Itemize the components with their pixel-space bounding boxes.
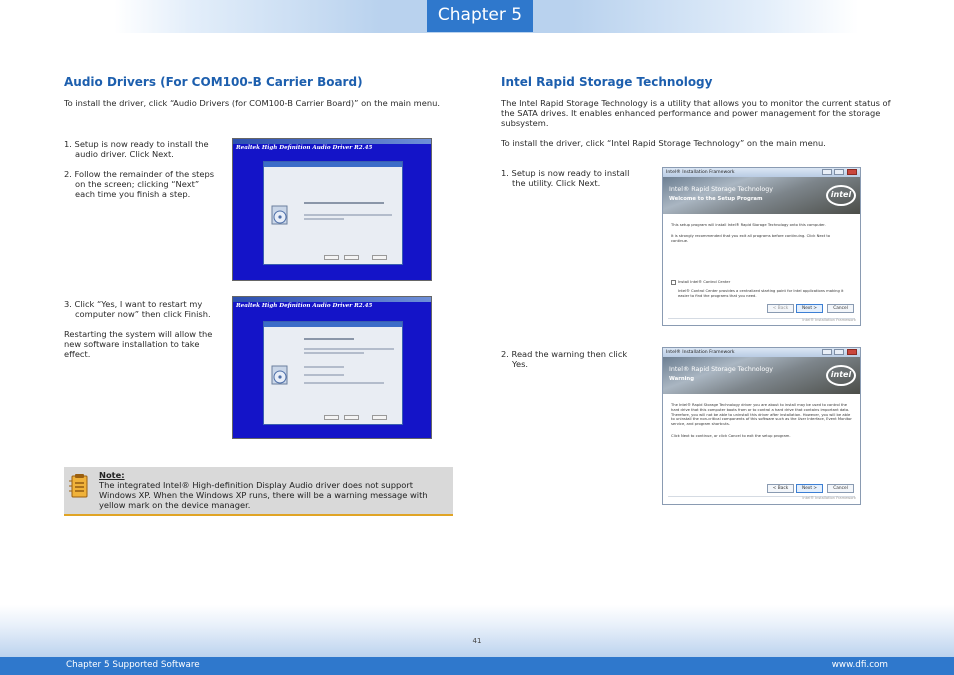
- close-icon[interactable]: [847, 169, 857, 175]
- audio-intro: To install the driver, click “Audio Drivers (for COM100-B Carrier Board)” on the main menu.: [64, 98, 441, 108]
- cancel-button[interactable]: [372, 255, 387, 260]
- irst-step-2: [501, 349, 636, 369]
- footer-gradient: [0, 605, 954, 657]
- intel-window-titlebar: [663, 348, 860, 357]
- realtek-dialog: [263, 161, 403, 265]
- intel-window-title: Intel® Installation Framework: [666, 170, 735, 175]
- notepad-icon: [68, 473, 90, 499]
- chapter-tab: Chapter 5: [427, 0, 533, 32]
- page-number: 41: [472, 637, 482, 645]
- cancel-button[interactable]: Cancel: [827, 304, 854, 313]
- realtek-dialog: [263, 321, 403, 425]
- checkbox-label: Install Intel® Control Center: [678, 280, 731, 284]
- audio-step-3: [64, 299, 214, 319]
- realtek-setup-screenshot-1: [232, 138, 432, 281]
- note-body: The integrated Intel® High-definition Display Audio driver does not support Windows XP. When the Windows XP runs, there will be a warning message with yellow mark on the device manager.: [99, 480, 428, 511]
- intel-text-2: It is strongly recommended that you exit all programs before continuing. Click Next to continue.: [671, 234, 831, 243]
- checkbox-description: Intel® Control Center provides a centralized starting point for Intel applications making it easier to find the programs that you need.: [678, 289, 844, 298]
- cancel-button[interactable]: [372, 415, 387, 420]
- audio-step-2-text: 2. Follow the remainder of the steps on the screen; clicking “Next” each time you finish a step.: [64, 169, 215, 200]
- minimize-icon[interactable]: [822, 349, 832, 355]
- footer-website[interactable]: www.dfi.com: [831, 660, 888, 670]
- back-button[interactable]: [324, 255, 339, 260]
- intel-subtitle: Warning: [669, 376, 694, 382]
- realtek-title: Realtek High Definition Audio Driver R2.45: [236, 303, 373, 309]
- maximize-icon[interactable]: [834, 349, 844, 355]
- audio-step-2: [64, 169, 219, 200]
- next-button[interactable]: Next >: [796, 304, 823, 313]
- intel-banner: [663, 357, 860, 394]
- intel-subtitle: Welcome to the Setup Program: [669, 196, 763, 202]
- finish-button[interactable]: [344, 415, 359, 420]
- audio-step-1: [64, 139, 219, 159]
- realtek-title: Realtek High Definition Audio Driver R2.45: [236, 145, 373, 151]
- irst-step-1: [501, 168, 636, 188]
- intel-product-name: Intel® Rapid Storage Technology: [669, 186, 773, 193]
- audio-step-3-text: 3. Click “Yes, I want to restart my computer now” then click Finish.: [64, 299, 211, 320]
- back-button[interactable]: < Back: [767, 304, 794, 313]
- realtek-setup-screenshot-2: [232, 296, 432, 439]
- restart-note: Restarting the system will allow the new software installation to take effect.: [64, 329, 213, 360]
- intel-text-1: This setup program will install Intel® Rapid Storage Technology onto this computer.: [671, 223, 826, 227]
- irst-step-1-text: 1. Setup is now ready to install the utility. Click Next.: [501, 168, 630, 189]
- footer-bar: [0, 657, 954, 675]
- irst-step-2-text: 2. Read the warning then click Yes.: [501, 349, 628, 370]
- intel-logo: intel: [826, 185, 856, 206]
- audio-drivers-heading: Audio Drivers (For COM100-B Carrier Board): [64, 75, 363, 89]
- maximize-icon[interactable]: [834, 169, 844, 175]
- note-heading: Note:: [99, 470, 125, 480]
- irst-instruction: To install the driver, click “Intel Rapid Storage Technology” on the main menu.: [501, 138, 826, 148]
- warning-text: The Intel® Rapid Storage Technology driver you are about to install may be used to control the hard drive that this computer boots from or to control a hard drive that contains important data. Therefore, you will not be able to uninstall this driver after installation. However, you will be able to uninstall the non-critical components of this software such as the User Interface, Event Monitor service, and program shortcuts.: [671, 403, 852, 427]
- back-button[interactable]: [324, 415, 339, 420]
- intel-footer: Intel® Installation Framework: [802, 318, 856, 322]
- intel-banner: [663, 177, 860, 214]
- note-box: [64, 467, 453, 516]
- next-button[interactable]: [344, 255, 359, 260]
- footer-chapter-title: Chapter 5 Supported Software: [66, 660, 200, 670]
- intel-window-titlebar: [663, 168, 860, 177]
- cancel-button[interactable]: Cancel: [827, 484, 854, 493]
- irst-intro: The Intel Rapid Storage Technology is a utility that allows you to monitor the current status of the SATA drives. It enables enhanced performance and power management for the storage subsystem.: [501, 98, 891, 129]
- irst-heading: Intel Rapid Storage Technology: [501, 75, 713, 89]
- back-button[interactable]: < Back: [767, 484, 794, 493]
- intel-logo: intel: [826, 365, 856, 386]
- next-button[interactable]: Next >: [796, 484, 823, 493]
- intel-setup-screenshot-1: [662, 167, 861, 326]
- minimize-icon[interactable]: [822, 169, 832, 175]
- intel-footer: Intel® Installation Framework: [802, 496, 856, 500]
- intel-product-name: Intel® Rapid Storage Technology: [669, 366, 773, 373]
- installer-cd-icon: [269, 202, 291, 228]
- audio-step-1-text: 1. Setup is now ready to install the audio driver. Click Next.: [64, 139, 209, 160]
- intel-setup-screenshot-2: [662, 347, 861, 505]
- close-icon[interactable]: [847, 349, 857, 355]
- continue-text: Click Next to continue, or click Cancel to exit the setup program.: [671, 434, 791, 438]
- installer-cd-icon: [269, 362, 291, 388]
- intel-window-title: Intel® Installation Framework: [666, 350, 735, 355]
- install-control-center-checkbox[interactable]: [671, 280, 676, 285]
